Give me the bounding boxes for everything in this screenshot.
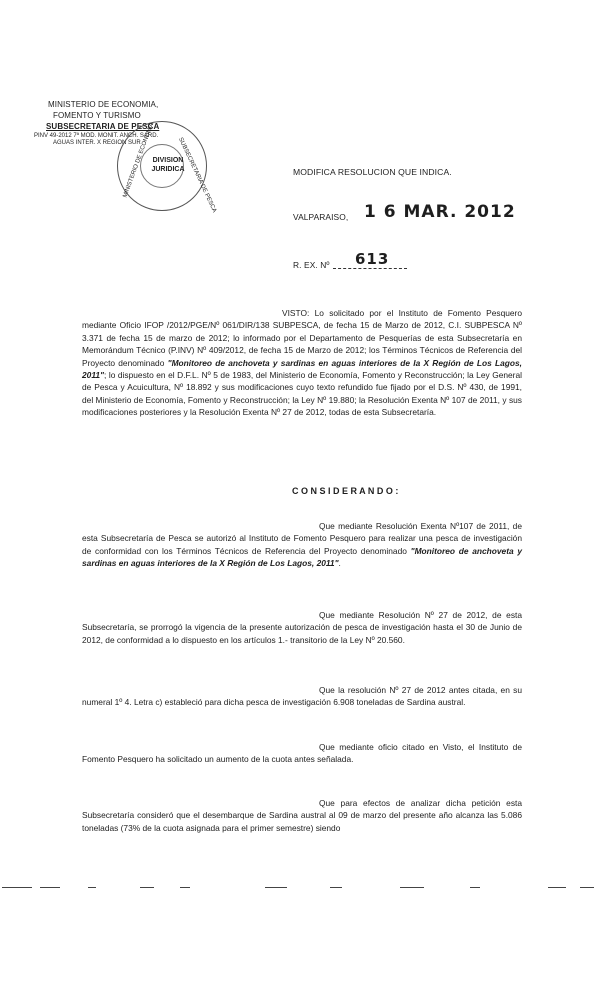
resolution-number-label: R. EX. Nº	[293, 260, 330, 270]
footer-mark	[140, 887, 154, 888]
considerando-1	[82, 520, 522, 570]
considerando-1-text-a: Que mediante Resolución Exenta Nº107 de 2011, de esta Subsecretaría de Pesca se autorizó al Instituto de Fomento Pesquero para realizar una pesca de investigación de conformidad con los Términos Técnicos de Referencia del Proyecto denominado	[82, 521, 522, 556]
division-juridica-seal	[117, 121, 218, 214]
date-stamp: 1 6 MAR. 2012	[364, 202, 516, 222]
seal-ring-text-left: MINISTERIO DE ECONOMIA	[122, 121, 156, 199]
considerando-2	[82, 609, 522, 646]
ministry-line-2: FOMENTO Y TURISMO	[53, 111, 141, 120]
footer-mark	[40, 887, 60, 888]
visto-project-name: "Monitoreo de anchoveta y sardinas en aguas interiores de la X Región de Los Lagos, 2011"	[82, 357, 522, 381]
considerando-heading: C O N S I D E R A N D O :	[292, 486, 399, 496]
considerando-5	[82, 797, 522, 834]
considerando-3	[82, 684, 522, 709]
considerando-3-text: Que la resolución Nº 27 de 2012 antes citada, en su numeral 1º 4. Letra c) estableció para dicha pesca de investigación 6.908 toneladas de Sardina austral.	[82, 685, 522, 708]
footer-mark	[2, 887, 32, 888]
subject-line: MODIFICA RESOLUCION QUE INDICA.	[293, 167, 452, 177]
footer-mark	[330, 887, 342, 888]
subsecretaria-title: SUBSECRETARIA DE PESCA	[46, 122, 160, 131]
considerando-5-text: Que para efectos de analizar dicha petición esta Subsecretaría consideró que el desembarque de Sardina austral al 09 de marzo del presente año alcanza las 5.086 toneladas (73% de la cuota asignada para el primer semestre) siendo	[82, 798, 522, 833]
reference-line-2: AGUAS INTER. X REGION SUR	[53, 140, 141, 146]
seal-text-division: DIVISION	[152, 157, 184, 164]
footer-mark	[400, 887, 424, 888]
place-label: VALPARAISO,	[293, 212, 349, 222]
considerando-4-text: Que mediante oficio citado en Visto, el Instituto de Fomento Pesquero ha solicitado un aumento de la cuota antes señalada.	[82, 742, 522, 765]
ministry-line-1: MINISTERIO DE ECONOMIA,	[48, 100, 159, 109]
seal-text-juridica: JURIDICA	[151, 166, 185, 173]
footer-mark	[470, 887, 480, 888]
footer-mark	[580, 887, 594, 888]
footer-mark	[88, 887, 96, 888]
seal-ring-text-right: SUBSECRETARIA DE PESCA	[177, 136, 218, 214]
visto-paragraph	[82, 307, 522, 419]
reference-line-1: PINV 49-2012 7ª MOD. MONIT. ANCH. SARD.	[34, 133, 159, 139]
resolution-number: 613	[355, 250, 390, 268]
considerando-1-text-b: .	[338, 558, 341, 569]
visto-lead: VISTO:	[282, 308, 310, 318]
footer-mark	[180, 887, 190, 888]
considerando-4	[82, 741, 522, 766]
footer-mark	[265, 887, 287, 888]
footer-mark	[548, 887, 566, 888]
resolution-number-underline	[333, 268, 407, 269]
considerando-2-text: Que mediante Resolución Nº 27 de 2012, de esta Subsecretaría, se prorrogó la vigencia de la presente autorización de pesca de investigación hasta el 30 de Junio de 2012, de conformidad a lo dispuesto en los artículos 1.- transitorio de la Ley Nº 20.560.	[82, 610, 522, 645]
visto-text-b: ; lo dispuesto en el D.F.L. Nº 5 de 1983, del Ministerio de Economía, Fomento y Reconstrucción; la Ley General de Pesca y Acuicultura, Nº 18.892 y sus modificaciones cuyo texto refundido fue fijado por el D.S. Nº 430, de 1991, del Ministerio de Economía, Fomento y Reconstrucción; la Ley Nº 19.880; la Resolución Exenta Nº 107 de 2011, y sus modificaciones posteriores y la Resolución Exenta Nº 27 de 2012, todas de esta Subsecretaría.	[82, 370, 522, 418]
visto-text-a: Lo solicitado por el Instituto de Fomento Pesquero mediante Oficio IFOP /2012/PGE/Nº 061/DIR/138 SUBPESCA, de fecha 15 de Marzo de 2012, C.I. SUBPESCA Nº 3.371 de fecha 15 de marzo de 2012; lo informado por el Departamento de Pesquerías de esta Subsecretaría en Memorándum Técnico (P.INV) Nº 409/2012, de fecha 15 de Marzo de 2012; los Términos Técnicos de Referencia del Proyecto denominado	[82, 308, 522, 368]
considerando-1-project-name: "Monitoreo de anchoveta y sardinas en aguas interiores de la X Región de Los Lagos, 2011"	[82, 545, 522, 569]
